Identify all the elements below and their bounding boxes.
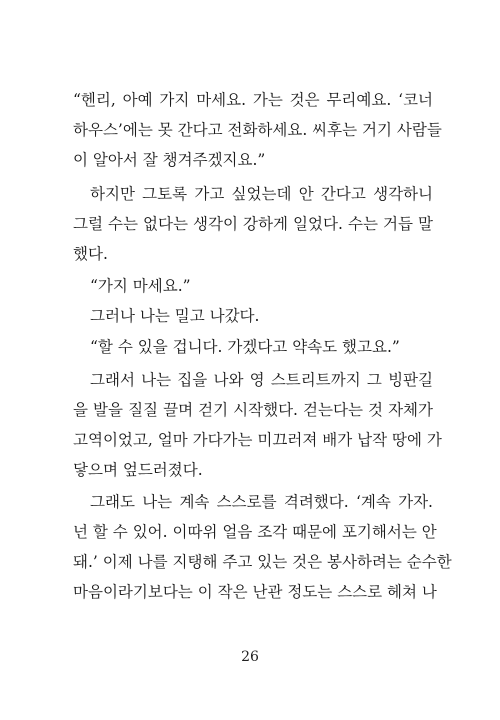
- text-line: 고역이었고, 얼마 가다가는 미끄러져 배가 납작 땅에 가: [73, 431, 442, 449]
- text-line: 했다.: [73, 245, 108, 263]
- text-line: “헨리, 아예 가지 마세요. 가는 것은 무리예요. ‘코너: [73, 91, 433, 109]
- text-line: 넌 할 수 있어. 이따위 얼음 조각 때문에 포기해서는 안: [73, 523, 437, 541]
- text-line: 이 알아서 잘 챙겨주겠지요.”: [73, 151, 266, 169]
- text-line: 닿으며 엎드러졌다.: [73, 461, 203, 479]
- text-line: “가지 마세요.”: [90, 277, 191, 295]
- page-number: 26: [241, 649, 259, 665]
- text-line: “할 수 있을 겁니다. 가겠다고 약속도 했고요.”: [90, 338, 400, 356]
- text-line: 그래도 나는 계속 스스로를 격려했다. ‘계속 가자.: [90, 493, 433, 511]
- text-line: 하지만 그토록 가고 싶었는데 안 간다고 생각하니: [90, 185, 433, 203]
- text-line: 을 발을 질질 끌며 걷기 시작했다. 걷는다는 것 자체가: [73, 401, 433, 419]
- text-line: 돼.’ 이제 나를 지탱해 주고 있는 것은 봉사하려는 순수한: [73, 553, 452, 571]
- text-line: 그럴 수는 없다는 생각이 강하게 일었다. 수는 거듭 말: [73, 215, 433, 233]
- text-line: 그러나 나는 밀고 나갔다.: [90, 307, 260, 325]
- text-line: 마음이라기보다는 이 작은 난관 정도는 스스로 헤쳐 나: [73, 583, 437, 601]
- text-line: 그래서 나는 집을 나와 영 스트리트까지 그 빙판길: [90, 371, 433, 389]
- text-line: 하우스’에는 못 간다고 전화하세요. 씨후는 거기 사람들: [73, 121, 442, 139]
